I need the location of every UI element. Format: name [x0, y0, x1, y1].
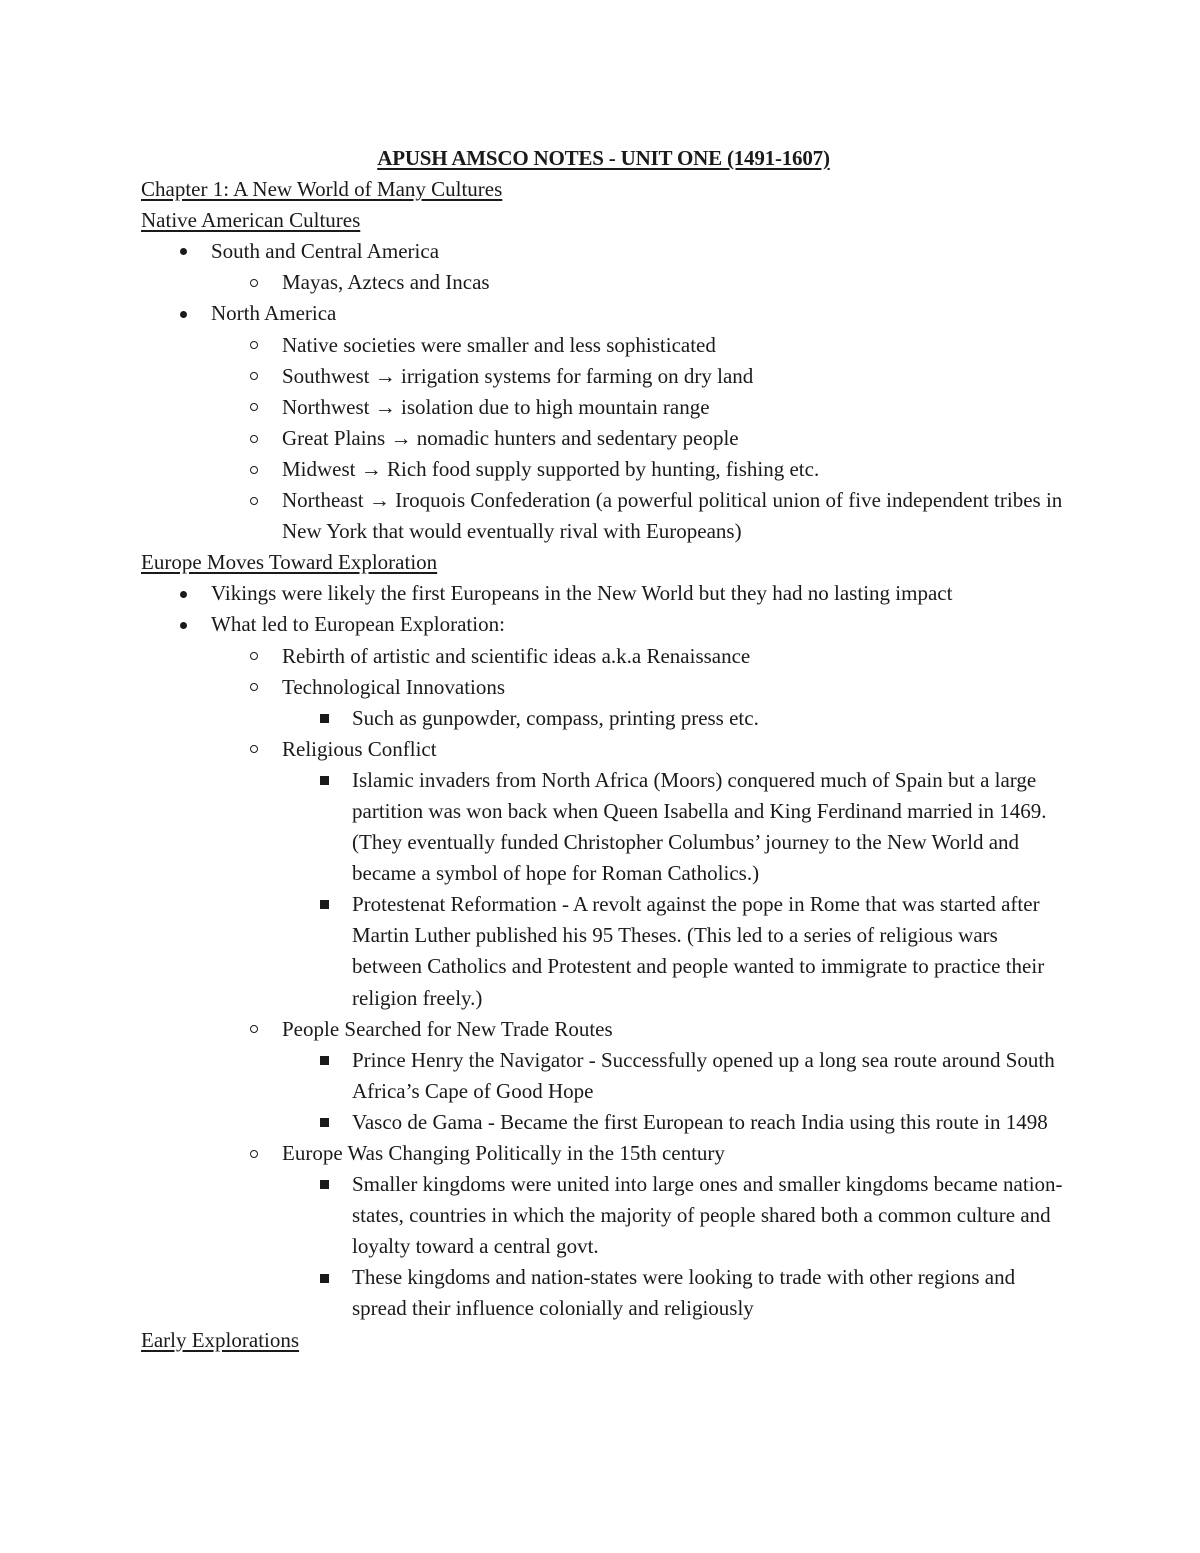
list-item: Northwest → isolation due to high mountain range	[141, 392, 1066, 423]
list-item: Technological Innovations	[141, 672, 1066, 703]
bullet-circle-icon	[244, 734, 264, 765]
list-item: North America	[141, 298, 1066, 329]
list-item: Such as gunpowder, compass, printing press etc.	[141, 703, 1066, 734]
list-item: Religious Conflict	[141, 734, 1066, 765]
bullet-disc-icon	[173, 578, 193, 609]
bullet-circle-icon	[244, 672, 264, 703]
bullet-square-icon	[314, 765, 334, 796]
bullet-circle-icon	[244, 423, 264, 454]
bullet-circle-icon	[244, 392, 264, 423]
list-item: Rebirth of artistic and scientific ideas a.k.a Renaissance	[141, 641, 1066, 672]
bullet-square-icon	[314, 703, 334, 734]
bullet-circle-icon	[244, 485, 264, 516]
list-item: Southwest → irrigation systems for farming on dry land	[141, 361, 1066, 392]
bullet-circle-icon	[244, 1138, 264, 1169]
list-item: Mayas, Aztecs and Incas	[141, 267, 1066, 298]
section-heading-europe: Europe Moves Toward Exploration	[141, 550, 438, 575]
chapter-heading: Chapter 1: A New World of Many Cultures	[141, 177, 503, 202]
list-item: These kingdoms and nation-states were looking to trade with other regions and spread their influence colonially and religiously	[141, 1262, 1066, 1324]
bullet-circle-icon	[244, 641, 264, 672]
bullet-square-icon	[314, 1045, 334, 1076]
list-item: Midwest → Rich food supply supported by hunting, fishing etc.	[141, 454, 1066, 485]
bullet-square-icon	[314, 889, 334, 920]
list-item: People Searched for New Trade Routes	[141, 1014, 1066, 1045]
document-body	[141, 143, 1066, 1356]
list-item: Europe Was Changing Politically in the 15th century	[141, 1138, 1066, 1169]
bullet-circle-icon	[244, 267, 264, 298]
list-item: Great Plains → nomadic hunters and sedentary people	[141, 423, 1066, 454]
bullet-disc-icon	[173, 298, 193, 329]
document-title: APUSH AMSCO NOTES - UNIT ONE (1491-1607)	[377, 146, 830, 170]
list-item: Vasco de Gama - Became the first European to reach India using this route in 1498	[141, 1107, 1066, 1138]
section-heading-early: Early Explorations	[141, 1327, 300, 1352]
bullet-square-icon	[314, 1169, 334, 1200]
list-item: Smaller kingdoms were united into large ones and smaller kingdoms became nation-states, countries in which the majority of people shared both a common culture and loyalty toward a central govt.	[141, 1169, 1066, 1262]
bullet-disc-icon	[173, 609, 193, 640]
europe-list	[141, 578, 1066, 1324]
section-heading-native: Native American Cultures	[141, 208, 361, 233]
bullet-circle-icon	[244, 330, 264, 361]
bullet-circle-icon	[244, 454, 264, 485]
list-item: South and Central America	[141, 236, 1066, 267]
bullet-circle-icon	[244, 1014, 264, 1045]
list-item: Protestenat Reformation - A revolt against the pope in Rome that was started after Martin Luther published his 95 Theses. (This led to a series of religious wars between Catholics and Protestent and people wanted to immigrate to practice their religion freely.)	[141, 889, 1066, 1013]
bullet-square-icon	[314, 1262, 334, 1293]
list-item: Islamic invaders from North Africa (Moors) conquered much of Spain but a large partition was won back when Queen Isabella and King Ferdinand married in 1469. (They eventually funded Christopher Columbus’ journey to the New World and became a symbol of hope for Roman Catholics.)	[141, 765, 1066, 889]
native-list	[141, 236, 1066, 547]
list-item: Prince Henry the Navigator - Successfully opened up a long sea route around South Africa’s Cape of Good Hope	[141, 1045, 1066, 1107]
bullet-square-icon	[314, 1107, 334, 1138]
bullet-disc-icon	[173, 236, 193, 267]
list-item: What led to European Exploration:	[141, 609, 1066, 640]
list-item: Northeast → Iroquois Confederation (a powerful political union of five independent tribes in New York that would eventually rival with Europeans)	[141, 485, 1066, 547]
list-item: Vikings were likely the first Europeans in the New World but they had no lasting impact	[141, 578, 1066, 609]
bullet-circle-icon	[244, 361, 264, 392]
list-item: Native societies were smaller and less sophisticated	[141, 330, 1066, 361]
